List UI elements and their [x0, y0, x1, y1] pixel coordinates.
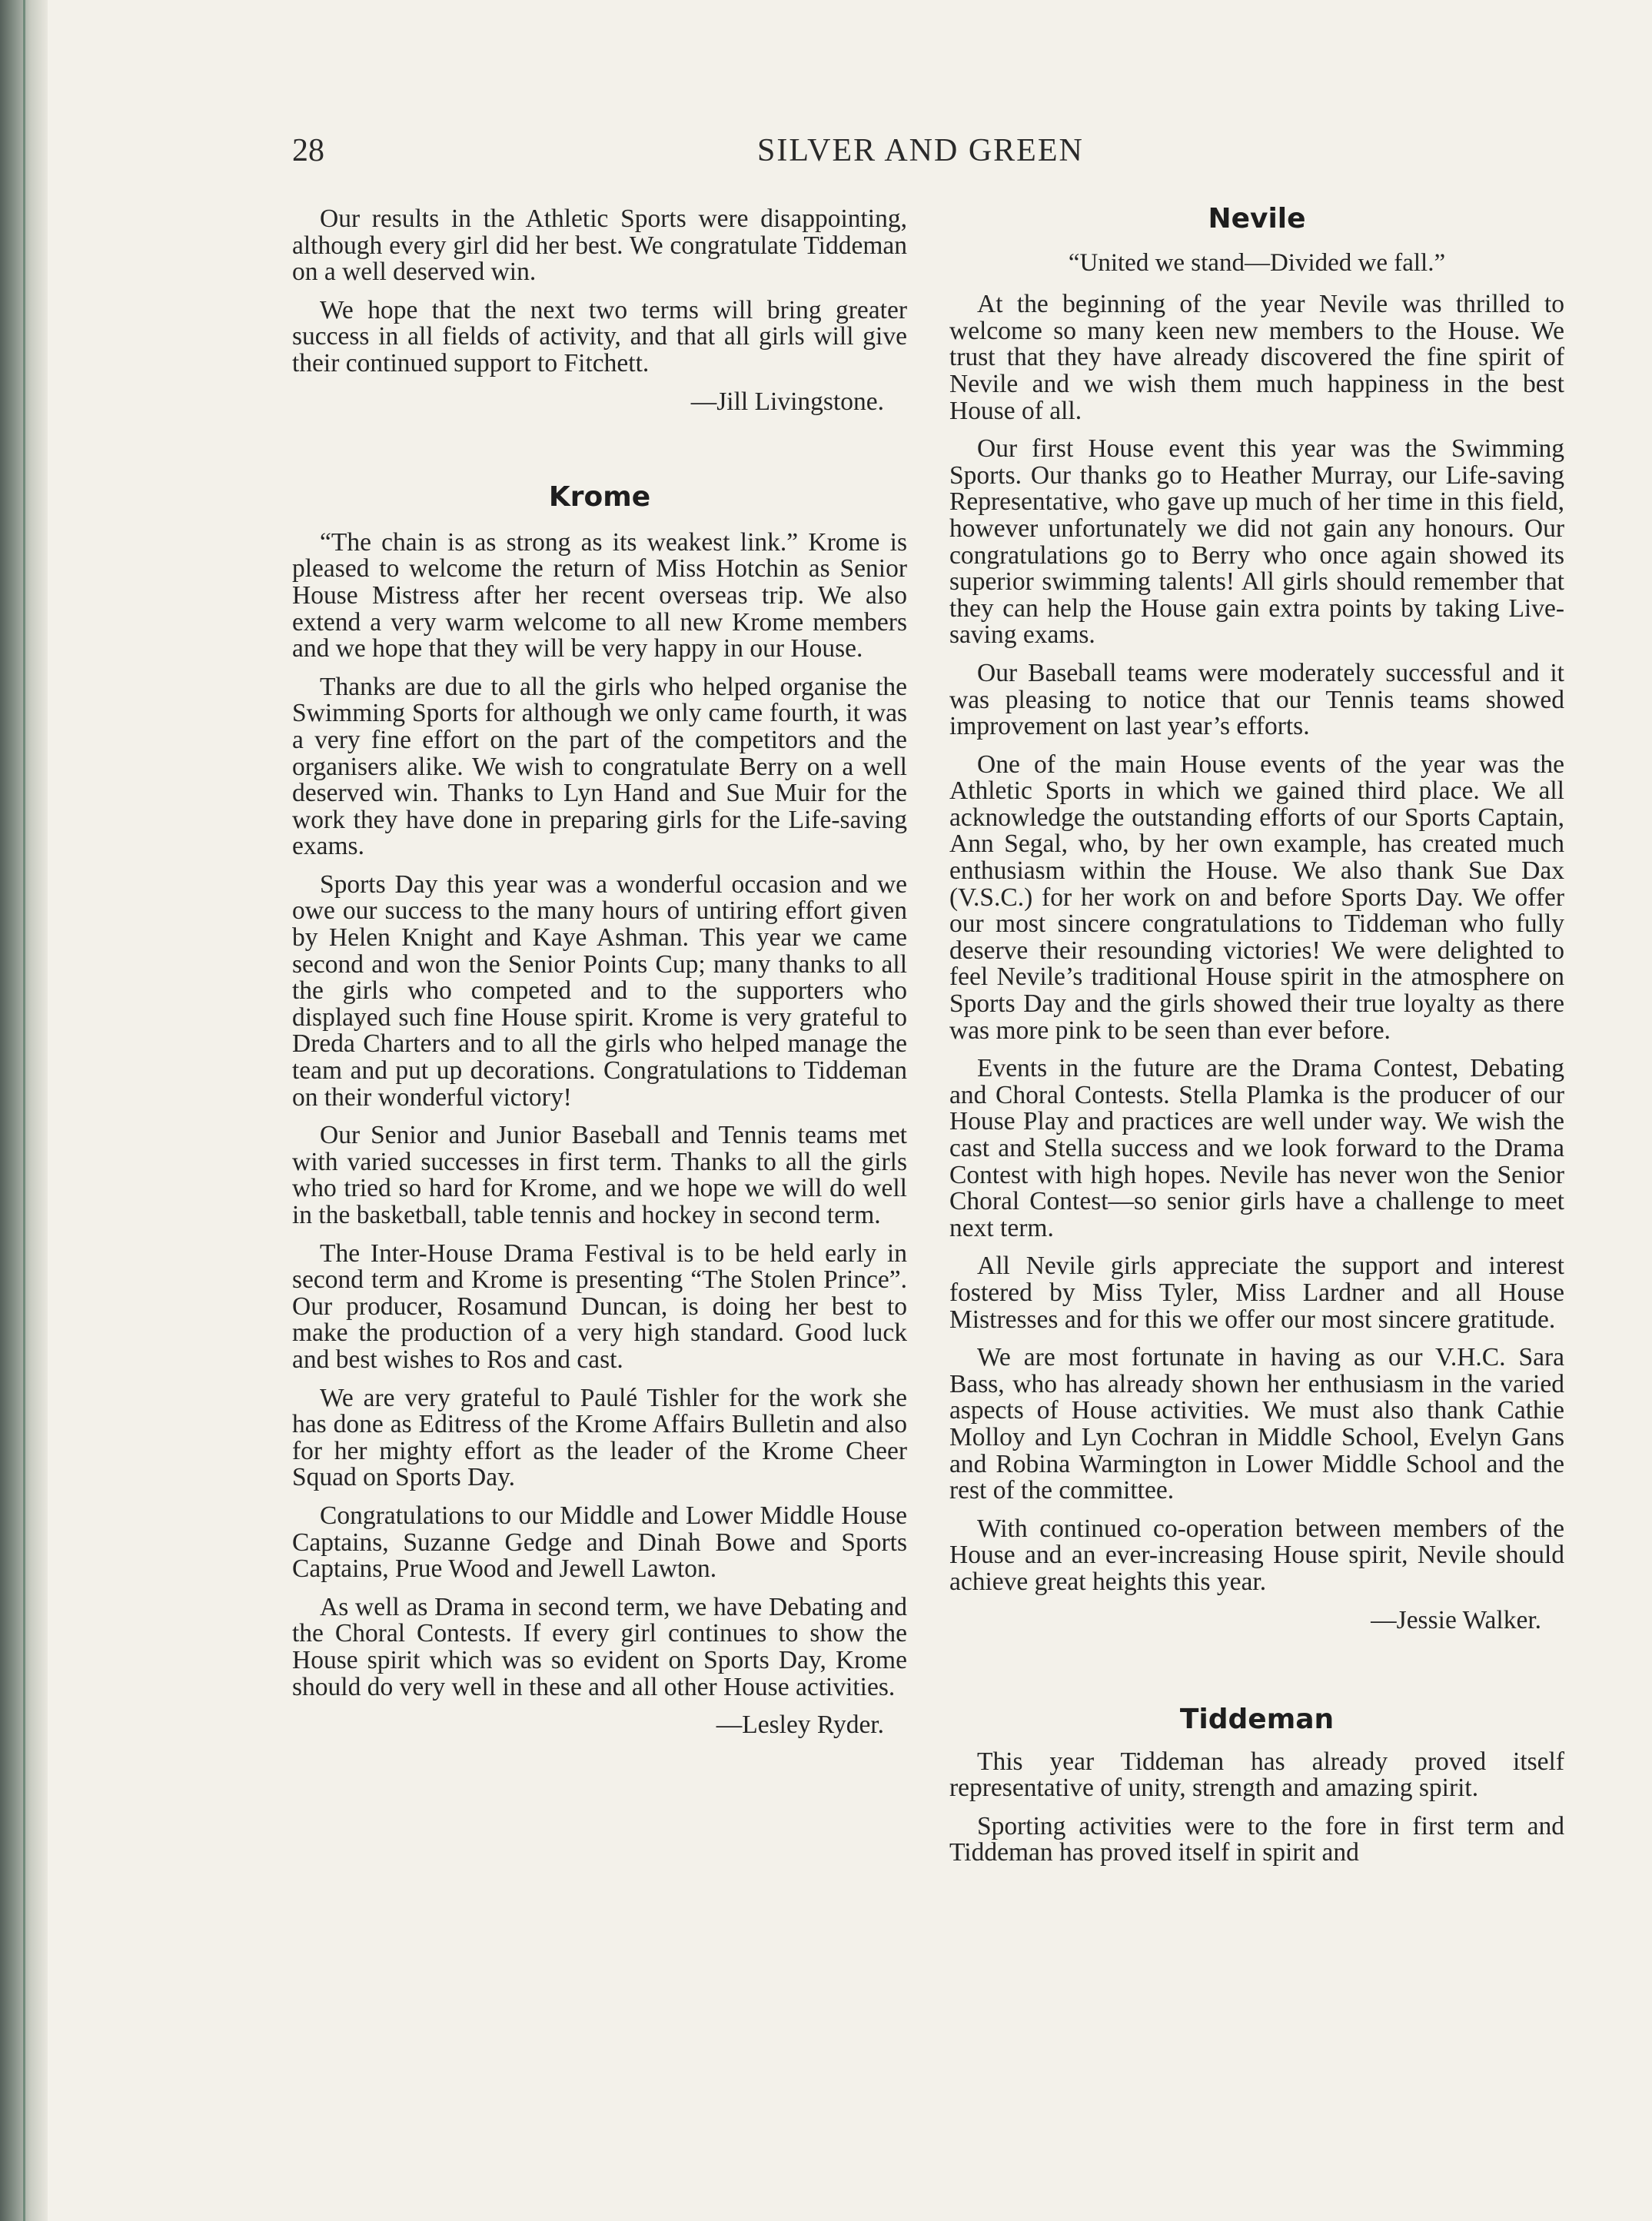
right-column — [949, 203, 1564, 1878]
paragraph: We are very grateful to Paulé Tishler for the work she has done as Editress of the Krome Affairs Bulletin and also for her mighty effort as the leader of the Krome Cheer Squad on Sports Day. — [292, 1383, 907, 1492]
paragraph: Our results in the Athletic Sports were disappointing, although every girl did her best. We congratulate Tiddeman on a well deserved win. — [292, 204, 907, 287]
paragraph: Our Senior and Junior Baseball and Tennis teams met with varied successes in first term. Thanks to all the girls who tried so hard for Krome, and we hope we will do well in the basketball, table tennis and hockey in second term. — [292, 1121, 907, 1229]
signature: —Lesley Ryder. — [716, 1711, 884, 1740]
paragraph: Congratulations to our Middle and Lower Middle House Captains, Suzanne Gedge and Dinah Bowe and Sports Captains, Prue Wood and Jewell Lawton. — [292, 1501, 907, 1584]
nevile-section — [949, 203, 1564, 1634]
paragraph: As well as Drama in second term, we have Debating and the Choral Contests. If every girl continues to show the House spirit which was so evident on Sports Day, Krome should do very well in these and all other House activities. — [292, 1592, 907, 1701]
paragraph: Events in the future are the Drama Contest, Debating and Choral Contests. Stella Plamka is the producer of our House Play and practices are well under way. We wish the cast and Stella success and we look forward to the Drama Contest with high hopes. Nevile has never won the Senior Choral Contest—so senior girls have a challenge to meet next term. — [949, 1054, 1564, 1242]
signature: —Jessie Walker. — [1371, 1605, 1541, 1634]
paragraph: At the beginning of the year Nevile was thrilled to welcome so many keen new members to the House. We trust that they have already discovered the fine spirit of Nevile and we wish them much happiness in the best House of all. — [949, 290, 1564, 425]
page-number: 28 — [292, 133, 324, 168]
paragraph: Sporting activities were to the fore in first term and Tiddeman has proved itself in spirit and — [949, 1811, 1564, 1867]
house-motto: “United we stand—Divided we fall.” — [1068, 248, 1446, 277]
paragraph: We hope that the next two terms will bring greater success in all fields of activity, and that all girls will give their continued support to Fitchett. — [292, 295, 907, 377]
section-heading-krome: Krome — [548, 481, 651, 514]
running-title: SILVER AND GREEN — [757, 133, 1084, 168]
paragraph: All Nevile girls appreciate the support and interest fostered by Miss Tyler, Miss Lardner and all House Mistresses and for this we offer our most sincere gratitude. — [949, 1252, 1564, 1334]
paragraph: Sports Day this year was a wonderful occasion and we owe our success to the many hours of untiring effort given by Helen Knight and Kaye Ashman. This year we came second and won the Senior Points Cup; many thanks to all the girls who competed and to the supporters who displayed such fine House spirit. Krome is very grateful to Dreda Charters and to all the girls who helped manage the team and put up decorations. Congratulations to Tiddeman on their wonderful victory! — [292, 869, 907, 1112]
section-heading-tiddeman: Tiddeman — [1179, 1704, 1335, 1736]
paragraph: The Inter-House Drama Festival is to be held early in second term and Krome is presenting “The Stolen Prince”. Our producer, Rosamund Duncan, is doing her best to make the production of a very high standard. Good luck and best wishes to Ros and cast. — [292, 1239, 907, 1374]
paragraph: With continued co-operation between members of the House and an ever-increasing House spirit, Nevile should achieve great heights this year. — [949, 1514, 1564, 1596]
section-heading-nevile: Nevile — [1208, 203, 1306, 234]
paragraph: Our Baseball teams were moderately successful and it was pleasing to notice that our Tennis teams showed improvement on last year’s efforts. — [949, 658, 1564, 741]
paragraph: Our first House event this year was the Swimming Sports. Our thanks go to Heather Murray, our Life-saving Representative, who gave up much of her time in this field, however unfortunately we did not gain any honours. Our congratulations go to Berry who once again showed its superior swimming talents! All girls should remember that they can help the House gain extra points by taking Live-saving exams. — [949, 434, 1564, 650]
signature: —Jill Livingstone. — [690, 387, 884, 416]
paragraph: One of the main House events of the year was the Athletic Sports in which we gained third place. We all acknowledge the outstanding efforts of our Sports Captain, Ann Segal, who, by her own example, has created much enthusiasm within the House. We also thank Sue Dax (V.S.C.) for her work on and before Sports Day. We offer our most sincere congratulations to Tiddeman who fully deserve their resounding victories! We were delighted to feel Nevile’s traditional House spirit in the atmosphere on Sports Day and the girls showed their true loyalty as there was more pink to be seen than ever before. — [949, 750, 1564, 1045]
left-column — [292, 206, 907, 1751]
krome-section — [292, 481, 907, 1740]
paragraph: “The chain is as strong as its weakest link.” Krome is pleased to welcome the return of Miss Hotchin as Senior House Mistress after her recent overseas trip. We also extend a very warm welcome to all new Krome members and we hope that they will be very happy in our House. — [292, 527, 907, 663]
paragraph: We are most fortunate in having as our V.H.C. Sara Bass, who has already shown her enthusiasm in the varied aspects of House activities. We must also thank Cathie Molloy and Lyn Cochran in Middle School, Evelyn Gans and Robina Warmington in Lower Middle School and the rest of the committee. — [949, 1343, 1564, 1505]
page-header — [292, 132, 1561, 178]
paragraph: Thanks are due to all the girls who helped organise the Swimming Sports for although we only came fourth, it was a very fine effort on the part of the competitors and the organisers alike. We wish to congratulate Berry on a well deserved win. Thanks to Lyn Hand and Sue Muir for the work they have done in preparing girls for the Life-saving exams. — [292, 672, 907, 861]
fitchett-report-end — [292, 206, 907, 415]
paragraph: This year Tiddeman has already proved itself representative of unity, strength and amazing spirit. — [949, 1747, 1564, 1803]
tiddeman-section — [949, 1704, 1564, 1867]
binding-green-stripe — [23, 0, 25, 2221]
